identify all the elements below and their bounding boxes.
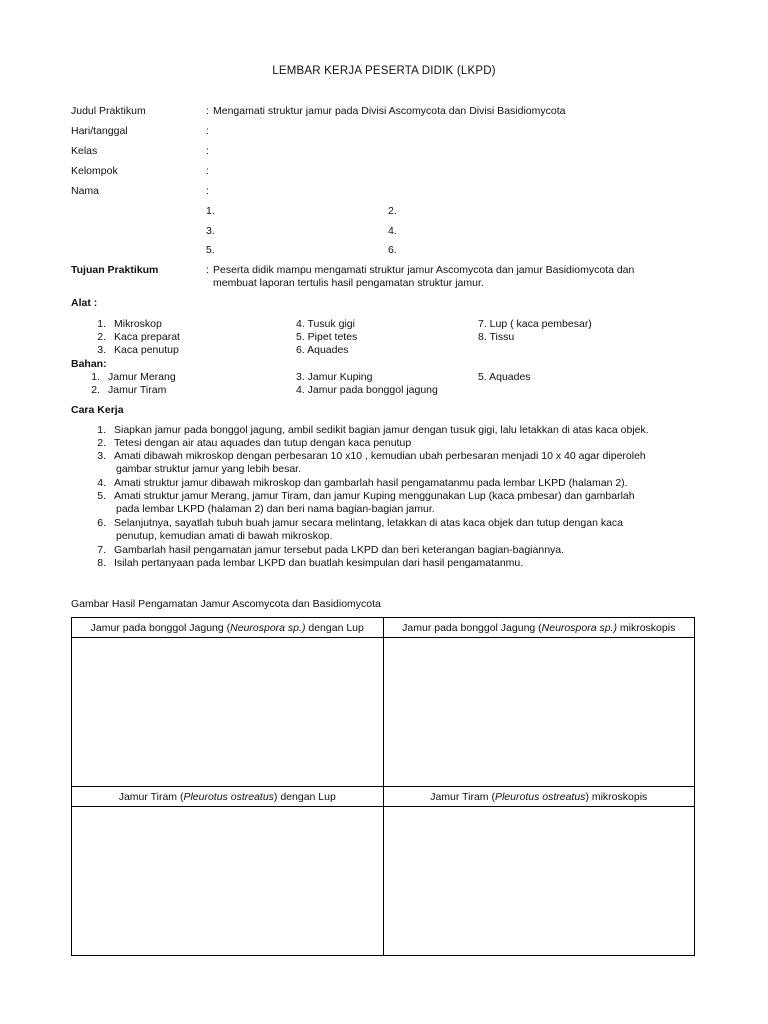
cell-text: dengan Lup xyxy=(305,621,364,634)
table-header-cell xyxy=(72,618,384,638)
tujuan-label: Tujuan Praktikum xyxy=(71,264,159,276)
list-item: 4. Jamur pada bonggol jagung xyxy=(296,384,438,396)
step-item xyxy=(84,450,646,462)
kelas-label: Kelas xyxy=(71,145,98,157)
step-number: 7. xyxy=(97,544,106,556)
step-item xyxy=(84,437,411,449)
item-text: Jamur Merang xyxy=(108,371,176,383)
table-row xyxy=(72,807,695,956)
hari-label: Hari/tanggal xyxy=(71,125,128,137)
tujuan-line-2: membuat laporan tertulis hasil pengamatan struktur jamur. xyxy=(213,277,484,289)
item-text: Mikroskop xyxy=(114,318,162,330)
cell-text: mikroskopis xyxy=(616,621,676,634)
nama-colon: : xyxy=(206,185,209,197)
cell-text: ) mikroskopis xyxy=(585,790,648,803)
list-item: 4. Tusuk gigi xyxy=(296,318,355,330)
list-item xyxy=(84,318,162,330)
cell-species: Neurospora sp.) xyxy=(230,621,306,634)
table-row xyxy=(72,618,695,638)
list-item xyxy=(78,371,176,383)
drawing-area[interactable] xyxy=(72,807,384,956)
step-text: Siapkan jamur pada bonggol jagung, ambil sedikit bagian jamur dengan tusuk gigi, lalu letakkan di atas kaca objek. xyxy=(114,424,649,436)
tujuan-colon: : xyxy=(206,264,209,276)
drawing-area[interactable] xyxy=(383,807,695,956)
cell-text: Jamur pada bonggol Jagung ( xyxy=(402,621,542,634)
item-number: 1. xyxy=(97,318,106,330)
step-item xyxy=(84,490,635,502)
step-item xyxy=(84,544,564,556)
step-text: Gambarlah hasil pengamatan jamur tersebut pada LKPD dan beri keterangan bagian-bagiannya. xyxy=(114,544,565,556)
list-item xyxy=(78,384,166,396)
step-item xyxy=(84,557,523,569)
list-item xyxy=(84,344,179,356)
drawing-area[interactable] xyxy=(383,638,695,787)
table-header-cell xyxy=(383,618,695,638)
table-header-cell xyxy=(72,787,384,807)
cell-text: Jamur pada bonggol Jagung ( xyxy=(90,621,231,634)
kelompok-label: Kelompok xyxy=(71,165,118,177)
member-number: 4. xyxy=(388,225,397,237)
item-number: 2. xyxy=(97,331,106,343)
list-item: 5. Pipet tetes xyxy=(296,331,358,343)
list-item: 6. Aquades xyxy=(296,344,349,356)
table-row xyxy=(72,638,695,787)
page-title: LEMBAR KERJA PESERTA DIDIK (LKPD) xyxy=(272,65,496,77)
step-text-continued: penutup, kemudian amati di bawah mikroskop. xyxy=(116,530,333,542)
cell-species: Pleurotus ostreatus xyxy=(494,790,586,803)
member-number: 2. xyxy=(388,205,397,217)
step-text: Tetesi dengan air atau aquades dan tutup dengan kaca penutup xyxy=(114,437,412,449)
item-number: 1. xyxy=(91,371,100,383)
step-text: Amati struktur jamur Merang, jamur Tiram, dan jamur Kuping menggunakan Lup (kaca pmbesar) dan gambarlah xyxy=(114,490,635,502)
member-number: 3. xyxy=(206,225,215,237)
judul-label: Judul Praktikum xyxy=(71,105,146,117)
cell-text: Jamur Tiram ( xyxy=(118,790,184,803)
step-text-continued: pada lembar LKPD (halaman 2) dan beri nama bagian-bagian jamur. xyxy=(116,503,435,515)
item-text: Kaca penutup xyxy=(114,344,179,356)
step-number: 5. xyxy=(97,490,106,502)
list-item: 7. Lup ( kaca pembesar) xyxy=(478,318,592,330)
gambar-caption: Gambar Hasil Pengamatan Jamur Ascomycota dan Basidiomycota xyxy=(71,598,381,610)
member-number: 5. xyxy=(206,244,215,256)
step-number: 3. xyxy=(97,450,106,462)
bahan-heading: Bahan: xyxy=(71,358,107,370)
cell-species: Neurospora sp.) xyxy=(541,621,617,634)
tujuan-line-1: Peserta didik mampu mengamati struktur jamur Ascomycota dan jamur Basidiomycota dan xyxy=(213,264,635,276)
item-text: Kaca preparat xyxy=(114,331,180,343)
cell-species: Pleurotus ostreatus xyxy=(183,790,274,803)
member-number: 1. xyxy=(206,205,215,217)
table-header-cell xyxy=(383,787,695,807)
observation-table xyxy=(71,617,695,956)
table-row xyxy=(72,787,695,807)
nama-label: Nama xyxy=(71,185,100,197)
item-text: Jamur Tiram xyxy=(108,384,167,396)
drawing-area[interactable] xyxy=(72,638,384,787)
hari-colon: : xyxy=(206,125,209,137)
cell-text: Jamur Tiram ( xyxy=(430,790,495,803)
step-number: 2. xyxy=(97,437,106,449)
judul-value: Mengamati struktur jamur pada Divisi Ascomycota dan Divisi Basidiomycota xyxy=(213,105,566,117)
list-item: 5. Aquades xyxy=(478,371,531,383)
step-item xyxy=(84,477,628,489)
item-number: 3. xyxy=(97,344,106,356)
step-item xyxy=(84,424,649,436)
alat-heading: Alat : xyxy=(71,297,98,309)
step-text: Amati struktur jamur dibawah mikroskop dan gambarlah hasil pengamatanmu pada lembar LKPD (halaman 2). xyxy=(114,477,628,489)
step-number: 1. xyxy=(97,424,106,436)
cara-kerja-heading: Cara Kerja xyxy=(71,404,124,416)
item-number: 2. xyxy=(91,384,100,396)
step-number: 6. xyxy=(97,517,106,529)
kelompok-colon: : xyxy=(206,165,209,177)
member-number: 6. xyxy=(388,244,397,256)
step-number: 8. xyxy=(97,557,106,569)
step-text: Selanjutnya, sayatlah tubuh buah jamur secara melintang, letakkan di atas kaca objek dan tutup dengan kaca xyxy=(114,517,624,529)
step-text: Isilah pertanyaan pada lembar LKPD dan buatlah kesimpulan dari hasil pengamatanmu. xyxy=(114,557,524,569)
step-text: Amati dibawah mikroskop dengan perbesaran 10 x10 , kemudian ubah perbesaran menjadi 10 x 40 agar diperoleh xyxy=(114,450,646,462)
kelas-colon: : xyxy=(206,145,209,157)
list-item: 3. Jamur Kuping xyxy=(296,371,373,383)
judul-colon: : xyxy=(206,105,209,117)
step-number: 4. xyxy=(97,477,106,489)
step-item xyxy=(84,517,623,529)
cell-text: ) dengan Lup xyxy=(273,790,336,803)
list-item xyxy=(84,331,180,343)
list-item: 8. Tissu xyxy=(478,331,515,343)
step-text-continued: gambar struktur jamur yang lebih besar. xyxy=(116,463,302,475)
